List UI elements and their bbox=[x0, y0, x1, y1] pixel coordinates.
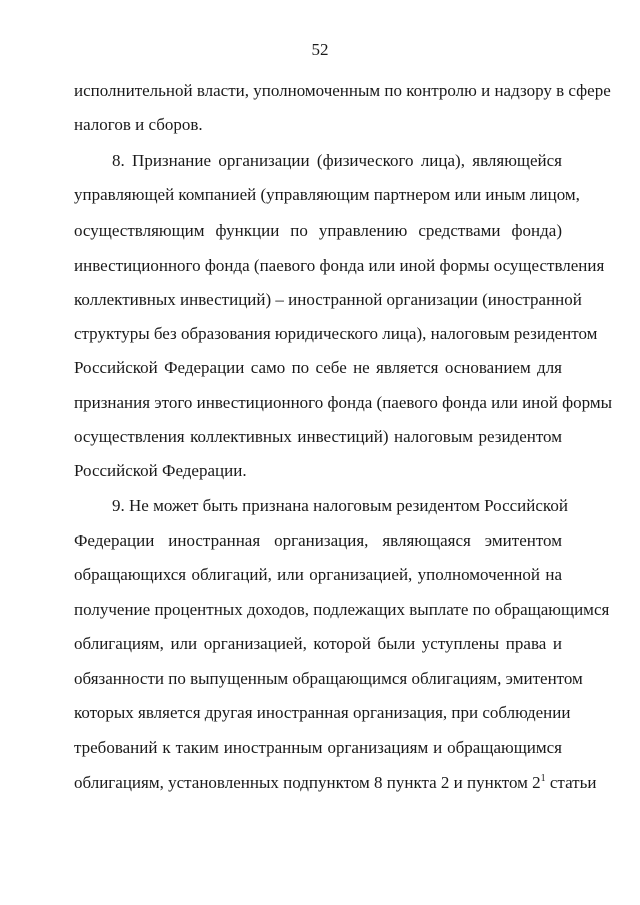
text-line: получение процентных доходов, подлежащих выплате по обращающимся bbox=[74, 600, 610, 619]
text-line: Российской Федерации само по себе не является основанием для bbox=[74, 358, 562, 377]
text-line: Российской Федерации. bbox=[74, 461, 247, 480]
text-line: облигациям, или организацией, которой были уступлены права и bbox=[74, 634, 562, 653]
text-line: которых является другая иностранная организация, при соблюдении bbox=[74, 703, 571, 722]
text-line: управляющей компанией (управляющим партнером или иным лицом, bbox=[74, 185, 580, 204]
text-line: структуры без образования юридического лица), налоговым резидентом bbox=[74, 324, 598, 343]
text-line: обязанности по выпущенным обращающимся облигациям, эмитентом bbox=[74, 669, 583, 688]
superscript: 1 bbox=[540, 773, 546, 784]
text-line: осуществляющим функции по управлению средствами фонда) bbox=[74, 221, 562, 240]
text-fragment: статьи bbox=[549, 773, 597, 792]
text-line: требований к таким иностранным организациям и обращающимся bbox=[74, 738, 562, 757]
paragraph-9-start: 9. Не может быть признана налоговым резидентом Российской bbox=[112, 496, 568, 515]
text-fragment: облигациям, установленных подпунктом 8 пункта 2 и пунктом 2 bbox=[74, 773, 541, 792]
text-line: осуществления коллективных инвестиций) налоговым резидентом bbox=[74, 427, 562, 446]
text-line: обращающихся облигаций, или организацией, уполномоченной на bbox=[74, 565, 562, 584]
text-line: инвестиционного фонда (паевого фонда или иной формы осуществления bbox=[74, 256, 605, 275]
page-number: 52 bbox=[311, 40, 329, 59]
text-line: исполнительной власти, уполномоченным по контролю и надзору в сфере bbox=[74, 81, 611, 100]
paragraph-8-start: 8. Признание организации (физического лица), являющейся bbox=[112, 151, 562, 170]
text-line: признания этого инвестиционного фонда (паевого фонда или иной формы bbox=[74, 393, 613, 412]
text-line: налогов и сборов. bbox=[74, 115, 203, 134]
text-line: коллективных инвестиций) – иностранной организации (иностранной bbox=[74, 290, 582, 309]
text-line: Федерации иностранная организация, являющаяся эмитентом bbox=[74, 531, 562, 550]
text-line-with-superscript bbox=[74, 773, 597, 793]
